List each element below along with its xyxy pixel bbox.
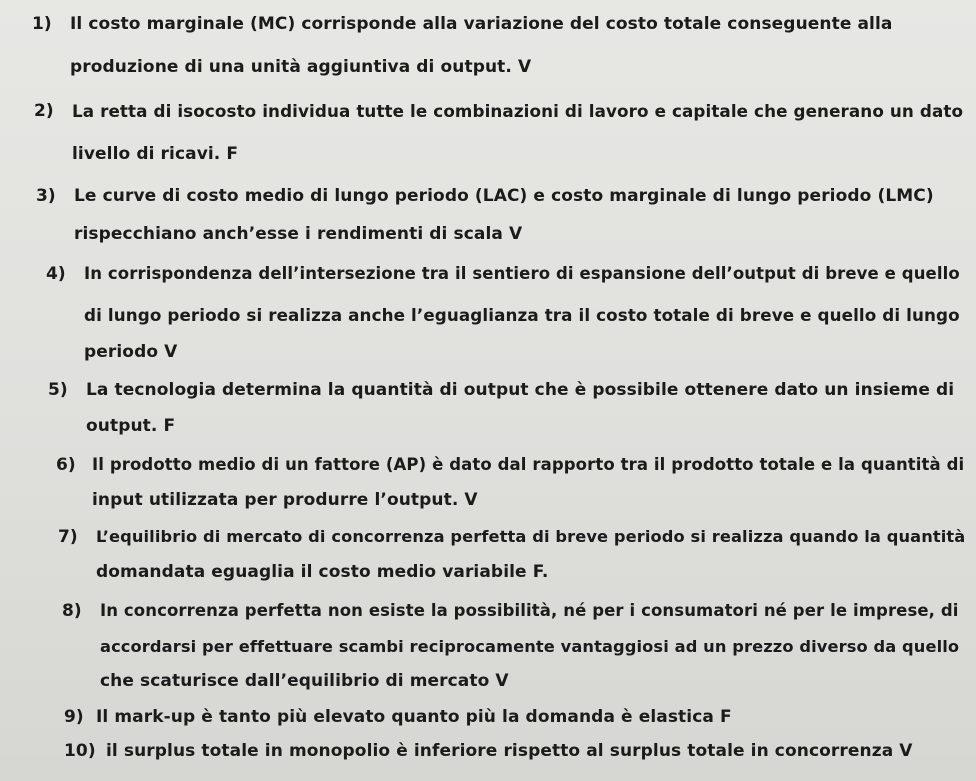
item-9-line-1: Il mark-up è tanto più elevato quanto più la domanda è elastica F [96,707,732,727]
item-2-number: 2) [34,101,54,121]
item-2-line-1: La retta di isocosto individua tutte le combinazioni di lavoro e capitale che generano un dato [72,101,964,121]
item-4-line-2: di lungo periodo si realizza anche l’eguaglianza tra il costo totale di breve e quello di lungo [84,305,960,325]
item-3-line-2: rispecchiano anch’esse i rendimenti di scala V [74,224,523,244]
item-10-line-1: il surplus totale in monopolio è inferiore rispetto al surplus totale in concorrenza V [106,741,913,761]
item-8-line-3: che scaturisce dall’equilibrio di mercato V [100,671,509,691]
item-2-line-2: livello di ricavi. F [72,144,239,164]
item-6-line-2: input utilizzata per produrre l’output. V [92,490,478,510]
item-5-number: 5) [48,380,68,400]
item-6-number: 6) [56,455,76,475]
item-9-number: 9) [64,707,84,727]
item-5-line-1: La tecnologia determina la quantità di output che è possibile ottenere dato un insieme di [86,380,955,400]
item-1-line-2: produzione di una unità aggiuntiva di output. V [70,57,532,77]
item-7-line-2: domandata eguaglia il costo medio variabile F. [96,562,549,582]
item-7-line-1: L’equilibrio di mercato di concorrenza perfetta di breve periodo si realizza quando la quantità [96,527,966,546]
item-1-number: 1) [32,14,52,34]
item-8-line-2: accordarsi per effettuare scambi reciprocamente vantaggiosi ad un prezzo diverso da quello [100,637,960,656]
item-7-number: 7) [58,527,78,547]
item-4-line-1: In corrispondenza dell’intersezione tra il sentiero di espansione dell’output di breve e quello [84,264,960,283]
item-8-number: 8) [62,601,82,621]
item-1-line-1: Il costo marginale (MC) corrisponde alla variazione del costo totale conseguente alla [70,14,893,34]
item-3-number: 3) [36,186,56,206]
item-5-line-2: output. F [86,416,176,436]
item-4-number: 4) [46,264,66,284]
item-10-number: 10) [64,741,96,761]
item-8-line-1: In concorrenza perfetta non esiste la possibilità, né per i consumatori né per le imprese, di [100,601,959,620]
item-3-line-1: Le curve di costo medio di lungo periodo (LAC) e costo marginale di lungo periodo (LMC) [74,186,934,206]
item-6-line-1: Il prodotto medio di un fattore (AP) è dato dal rapporto tra il prodotto totale e la quantità di [92,455,965,474]
item-4-line-3: periodo V [84,342,178,362]
